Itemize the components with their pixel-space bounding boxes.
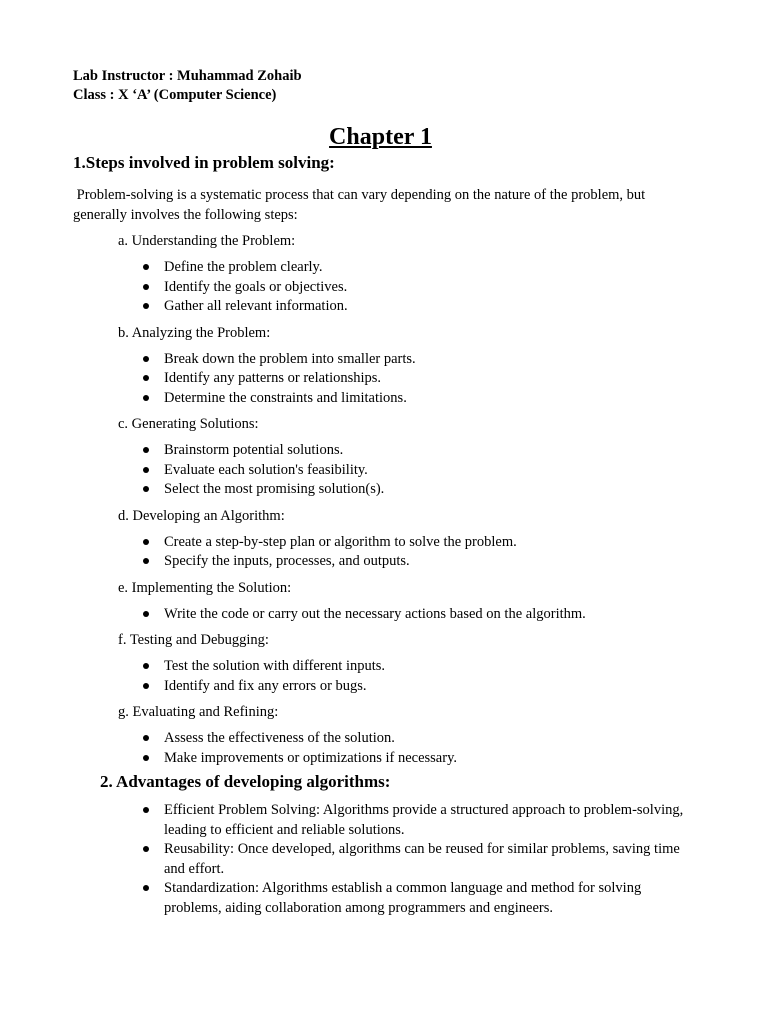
step-label: c. Generating Solutions: xyxy=(118,416,259,432)
bullet-item xyxy=(73,552,688,572)
step-block xyxy=(73,578,688,625)
bullet-text: Identify any patterns or relationships. xyxy=(164,370,382,386)
bullet-text: Write the code or carry out the necessary actions based on the algorithm. xyxy=(164,605,586,622)
bullet-item xyxy=(73,258,688,278)
steps-list xyxy=(73,231,688,768)
advantage-text: Standardization: Algorithms establish a common language and method for solving problems, aiding collaboration among programmers and engineers. xyxy=(164,880,642,916)
bullet-dot-icon xyxy=(143,735,149,741)
bullet-dot-icon xyxy=(143,486,149,492)
step-bullet-list xyxy=(73,657,688,696)
step-label: b. Analyzing the Problem: xyxy=(118,324,271,341)
bullet-text: Make improvements or optimizations if necessary. xyxy=(164,749,458,766)
step-block xyxy=(73,702,688,768)
bullet-item xyxy=(73,605,688,625)
bullet-text: Break down the problem into smaller parts. xyxy=(164,350,416,367)
step-label: f. Testing and Debugging: xyxy=(118,632,269,648)
step-label: a. Understanding the Problem: xyxy=(118,233,296,249)
bullet-dot-icon xyxy=(143,467,149,473)
bullet-item xyxy=(73,297,688,317)
step-block xyxy=(73,414,688,500)
bullet-dot-icon xyxy=(143,356,149,362)
bullet-text: Identify and fix any errors or bugs. xyxy=(164,677,367,694)
bullet-text: Brainstorm potential solutions. xyxy=(164,442,344,458)
bullet-text: Create a step-by-step plan or algorithm to solve the problem. xyxy=(164,533,517,550)
section1-heading: 1.Steps involved in problem solving: xyxy=(73,153,335,172)
bullet-dot-icon xyxy=(143,755,149,761)
step-bullet-list xyxy=(73,350,688,409)
step-label: g. Evaluating and Refining: xyxy=(118,704,279,720)
bullet-dot-icon xyxy=(143,447,149,453)
bullet-text: Evaluate each solution's feasibility. xyxy=(164,461,368,478)
step-block xyxy=(73,323,688,409)
bullet-text: Gather all relevant information. xyxy=(164,298,348,314)
bullet-item xyxy=(73,278,688,298)
bullet-dot-icon xyxy=(143,303,149,309)
advantages-list xyxy=(73,801,688,918)
step-bullet-list xyxy=(73,729,688,768)
advantage-item xyxy=(73,879,688,918)
class-line: Class : X ‘A’ (Computer Science) xyxy=(73,87,277,103)
step-bullet-list xyxy=(73,533,688,572)
bullet-dot-icon xyxy=(143,807,149,813)
document-header xyxy=(73,0,688,105)
step-bullet-list xyxy=(73,258,688,317)
section1-intro: Problem-solving is a systematic process that can vary depending on the nature of the problem, but generally involves the following steps: xyxy=(73,187,646,223)
bullet-dot-icon xyxy=(143,264,149,270)
advantage-text: Efficient Problem Solving: Algorithms provide a structured approach to problem-solving, leading to efficient and reliable solutions. xyxy=(164,802,684,838)
step-block xyxy=(73,630,688,696)
bullet-dot-icon xyxy=(143,611,149,617)
bullet-item xyxy=(73,369,688,389)
bullet-dot-icon xyxy=(143,846,149,852)
lab-instructor-line: Lab Instructor : Muhammad Zohaib xyxy=(73,68,302,84)
advantage-item xyxy=(73,801,688,840)
bullet-dot-icon xyxy=(143,284,149,290)
step-bullet-list xyxy=(73,441,688,500)
bullet-dot-icon xyxy=(143,683,149,689)
advantage-item xyxy=(73,840,688,879)
chapter-title: Chapter 1 xyxy=(329,124,432,150)
bullet-dot-icon xyxy=(143,663,149,669)
bullet-item xyxy=(73,729,688,749)
bullet-text: Test the solution with different inputs. xyxy=(164,658,386,674)
section2-heading: 2. Advantages of developing algorithms: xyxy=(100,772,391,791)
bullet-item xyxy=(73,389,688,409)
step-block xyxy=(73,231,688,317)
bullet-item xyxy=(73,533,688,553)
bullet-text: Select the most promising solution(s). xyxy=(164,481,385,497)
bullet-item xyxy=(73,350,688,370)
bullet-item xyxy=(73,480,688,500)
bullet-item xyxy=(73,749,688,769)
bullet-item xyxy=(73,441,688,461)
step-label: d. Developing an Algorithm: xyxy=(118,507,285,524)
advantage-text: Reusability: Once developed, algorithms can be reused for similar problems, saving time and effort. xyxy=(164,841,680,877)
bullet-dot-icon xyxy=(143,885,149,891)
step-bullet-list xyxy=(73,605,688,625)
bullet-text: Assess the effectiveness of the solution. xyxy=(164,730,395,746)
bullet-dot-icon xyxy=(143,375,149,381)
bullet-item xyxy=(73,657,688,677)
bullet-dot-icon xyxy=(143,558,149,564)
bullet-item xyxy=(73,677,688,697)
bullet-dot-icon xyxy=(143,395,149,401)
step-label: e. Implementing the Solution: xyxy=(118,579,292,596)
bullet-dot-icon xyxy=(143,539,149,545)
bullet-text: Determine the constraints and limitations. xyxy=(164,389,407,406)
bullet-text: Define the problem clearly. xyxy=(164,259,323,275)
bullet-text: Specify the inputs, processes, and outputs. xyxy=(164,553,410,569)
bullet-text: Identify the goals or objectives. xyxy=(164,278,348,295)
step-block xyxy=(73,506,688,572)
bullet-item xyxy=(73,461,688,481)
